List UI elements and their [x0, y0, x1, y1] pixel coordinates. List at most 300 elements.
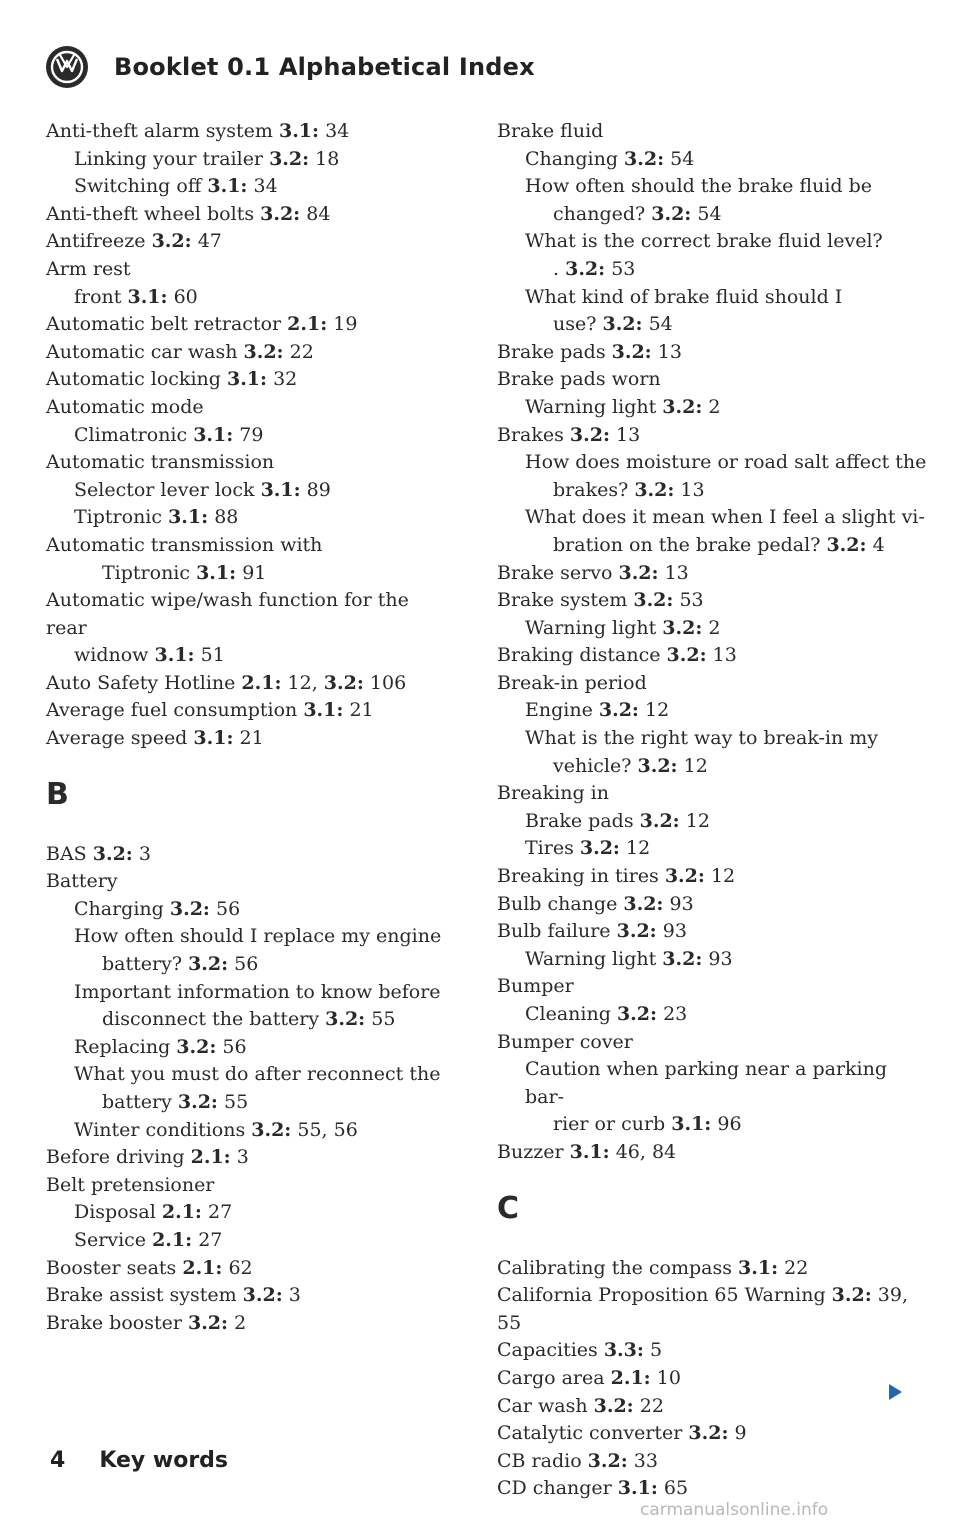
entry-term: Disposal: [74, 1201, 162, 1224]
entry-term: rier or curb: [553, 1113, 672, 1136]
entry-booklet-ref: 3.2:: [616, 920, 657, 943]
entry-term: Bumper cover: [497, 1030, 633, 1053]
entry-page: 12: [704, 865, 736, 888]
page-footer: [50, 1448, 228, 1473]
entry-term: Automatic transmission: [46, 451, 275, 474]
index-entry: [46, 979, 446, 1007]
entry-booklet-ref: 3.1:: [617, 1477, 658, 1500]
entry-page: 12: [638, 699, 670, 722]
entry-term: battery?: [102, 953, 189, 976]
index-entry: [497, 780, 927, 808]
entry-page: 19: [327, 313, 358, 336]
entry-page: 12: [619, 837, 651, 860]
entry-page: 55: [365, 1008, 396, 1031]
entry-term: Warning light: [525, 616, 663, 639]
index-entry: [46, 923, 446, 951]
entry-term: Changing: [525, 147, 625, 170]
entry-page: 21: [233, 727, 264, 750]
index-entry: [497, 394, 927, 422]
index-entry: [46, 560, 446, 588]
entry-term: Auto Safety Hotline: [46, 671, 242, 694]
index-entry: [497, 1255, 927, 1283]
entry-page: 55, 56: [291, 1118, 358, 1141]
entry-booklet-ref: 3.2:: [569, 423, 610, 446]
entry-booklet-ref: 3.2:: [651, 202, 692, 225]
index-entry: [46, 394, 446, 422]
entry-page: 56: [216, 1035, 247, 1058]
entry-page: 34: [319, 120, 350, 142]
index-entry: [497, 863, 927, 891]
entry-booklet-ref: 2.1:: [182, 1256, 223, 1279]
entry-term: Average fuel consumption: [46, 699, 304, 722]
entry-page: 56: [209, 897, 241, 920]
entry-term: Breaking in: [497, 782, 609, 805]
index-entry: [46, 449, 446, 477]
index-entry: [46, 1199, 446, 1227]
entry-page: 10: [650, 1366, 681, 1389]
entry-term: Engine: [525, 699, 599, 722]
index-entry: [497, 1420, 927, 1448]
entry-page: 54: [642, 313, 673, 336]
entry-page: 47: [191, 230, 222, 253]
entry-term: Automatic transmission with: [46, 533, 323, 556]
entry-term: brakes?: [553, 478, 635, 501]
entry-booklet-ref: 3.2:: [666, 644, 707, 667]
entry-term: Linking your trailer: [74, 147, 270, 170]
entry-booklet-ref: 3.2:: [688, 1422, 729, 1445]
entry-booklet-ref: 2.1:: [161, 1201, 202, 1224]
entry-booklet-ref: 3.1:: [127, 285, 168, 308]
entry-booklet-ref: 3.1:: [168, 506, 209, 529]
index-entry: [497, 1448, 927, 1476]
entry-booklet-ref: 3.2:: [633, 589, 674, 612]
entry-page: 13: [651, 340, 682, 363]
index-entry: [46, 1144, 446, 1172]
entry-booklet-ref: 3.1:: [260, 478, 301, 501]
entry-term: Brake system: [497, 589, 634, 612]
entry-page: 56: [228, 953, 259, 976]
index-entry: [46, 1089, 446, 1117]
entry-booklet-ref: 3.2:: [831, 1284, 872, 1307]
entry-term: What is the right way to break-in my: [525, 727, 879, 750]
entry-term: use?: [553, 313, 603, 336]
section-name: Key words: [99, 1448, 229, 1473]
entry-booklet-ref: 3.2:: [323, 671, 364, 694]
entry-term: Capacities: [497, 1339, 604, 1362]
entry-term: Automatic wipe/wash function for the rear: [46, 589, 409, 639]
index-entry: [497, 835, 927, 863]
entry-page: 55: [217, 1091, 249, 1113]
entry-booklet-ref: 3.1:: [303, 699, 344, 722]
entry-term: Anti-theft wheel bolts: [46, 202, 261, 225]
index-entry: [497, 228, 927, 256]
index-entry: [497, 973, 927, 1001]
entry-term: Cargo area: [497, 1366, 611, 1389]
entry-term: Belt pretensioner: [46, 1173, 215, 1196]
index-entry: [46, 1006, 446, 1034]
entry-term: Tiptronic: [102, 561, 197, 584]
entry-booklet-ref: 3.2:: [598, 699, 639, 722]
entry-term: Switching off: [74, 175, 208, 198]
entry-booklet-ref: 3.2:: [243, 340, 284, 363]
entry-page: 21: [343, 699, 374, 722]
index-entry: [46, 1061, 446, 1089]
index-entry: [46, 422, 446, 450]
entry-booklet-ref: 3.2:: [662, 395, 703, 418]
entry-term: Warning light: [525, 947, 663, 970]
entry-page: 93: [656, 920, 687, 943]
entry-booklet-ref: 3.2:: [169, 897, 210, 920]
entry-term: Anti-theft alarm system: [46, 120, 279, 142]
index-entry: [46, 670, 446, 698]
index-entry: [497, 201, 927, 229]
index-entry: [497, 560, 927, 588]
entry-booklet-ref: 3.1:: [738, 1256, 779, 1279]
entry-booklet-ref: 3.2:: [662, 616, 703, 639]
entry-page: 60: [167, 285, 198, 308]
index-entry: [46, 173, 446, 201]
entry-term: Brakes: [497, 423, 570, 446]
entry-page: 12,: [281, 671, 324, 694]
entry-term: Arm rest: [46, 257, 131, 280]
entry-term: Cleaning: [525, 1003, 617, 1025]
index-entry: [46, 366, 446, 394]
entry-term: Automatic locking: [46, 368, 227, 391]
index-entry: [497, 311, 927, 339]
entry-booklet-ref: 3.2:: [637, 754, 678, 777]
index-entry: [46, 1117, 446, 1145]
index-entry: [497, 697, 927, 725]
index-entry: [46, 697, 446, 725]
entry-booklet-ref: 3.2:: [593, 1394, 634, 1417]
entry-term: widnow: [74, 644, 155, 667]
entry-term: BAS: [46, 842, 93, 865]
index-entry: [46, 256, 446, 284]
index-entry: [497, 173, 927, 201]
entry-term: Brake pads: [497, 340, 612, 363]
entry-term: Selector lever lock: [74, 478, 261, 501]
entry-booklet-ref: 3.2:: [177, 1091, 218, 1113]
entry-term: California Proposition 65 Warning: [497, 1284, 832, 1307]
entry-booklet-ref: 3.2:: [623, 892, 664, 915]
entry-term: What is the correct brake fluid level?: [525, 230, 883, 253]
index-entry: [46, 228, 446, 256]
entry-booklet-ref: 3.1:: [193, 727, 234, 750]
index-entry: [46, 868, 446, 896]
entry-term: front: [74, 285, 128, 308]
entry-term: Antifreeze: [46, 230, 152, 253]
entry-page: 88: [208, 506, 239, 529]
entry-term: Bumper: [497, 975, 574, 998]
index-entry: [497, 256, 927, 284]
index-entry: [497, 146, 927, 174]
entry-term: Car wash: [497, 1394, 594, 1417]
entry-term: bration on the brake pedal?: [553, 533, 827, 556]
index-entry: [497, 1111, 927, 1139]
vw-logo-icon: [46, 46, 88, 88]
index-entry: [46, 1034, 446, 1062]
index-entry: [497, 808, 927, 836]
index-entry: [46, 841, 446, 869]
entry-page: 96: [711, 1113, 742, 1136]
index-entry: [497, 284, 927, 312]
index-entry: [497, 339, 927, 367]
entry-booklet-ref: 3.2:: [634, 478, 675, 501]
entry-term: CD changer: [497, 1477, 618, 1500]
index-entry: [46, 504, 446, 532]
entry-page: 4: [866, 533, 885, 556]
entry-booklet-ref: 3.2:: [618, 561, 659, 584]
index-entry: [497, 642, 927, 670]
entry-term: Average speed: [46, 727, 194, 750]
entry-page: 5: [643, 1339, 663, 1362]
entry-term: Breaking in tires: [497, 865, 665, 888]
entry-page: 13: [706, 644, 737, 667]
entry-booklet-ref: 3.2:: [188, 953, 229, 976]
entry-page: 34: [247, 175, 278, 198]
entry-page: 51: [194, 644, 225, 667]
index-entry: [46, 1282, 446, 1310]
entry-term: Service: [74, 1228, 153, 1251]
entry-booklet-ref: 2.1:: [610, 1366, 651, 1389]
index-entry: [497, 1139, 927, 1167]
entry-page: 53: [673, 589, 704, 612]
entry-booklet-ref: 3.1:: [569, 1140, 610, 1163]
entry-page: 2: [702, 616, 721, 639]
index-entry: [497, 918, 927, 946]
entry-page: 22: [283, 340, 314, 363]
entry-booklet-ref: 2.1:: [287, 313, 328, 336]
entry-booklet-ref: 3.2:: [565, 257, 606, 280]
entry-term: How often should I replace my engine: [74, 925, 442, 948]
entry-booklet-ref: 3.2:: [176, 1035, 217, 1058]
entry-booklet-ref: 3.2:: [826, 533, 867, 556]
entry-booklet-ref: 3.1:: [193, 423, 234, 446]
index-entry: [46, 532, 446, 560]
entry-term: Caution when parking near a parking bar-: [525, 1058, 888, 1108]
entry-term: Before driving: [46, 1146, 191, 1169]
entry-page: 12: [679, 809, 710, 832]
entry-page: 79: [233, 423, 264, 446]
entry-term: vehicle?: [553, 754, 638, 777]
entry-term: Automatic belt retractor: [46, 313, 288, 336]
entry-booklet-ref: 3.2:: [187, 1311, 229, 1334]
index-entry: [497, 670, 927, 698]
entry-term: Brake assist system: [46, 1284, 243, 1307]
section-letter: C: [497, 1190, 520, 1226]
entry-page: 3: [230, 1146, 249, 1169]
index-entry: [46, 311, 446, 339]
entry-term: What kind of brake fluid should I: [525, 285, 843, 308]
entry-page: 3: [282, 1284, 301, 1307]
entry-page: 2: [702, 395, 721, 418]
entry-booklet-ref: 3.2:: [325, 1008, 366, 1031]
index-entry: [497, 1001, 927, 1029]
entry-page: 93: [702, 947, 733, 970]
entry-booklet-ref: 2.1:: [241, 671, 282, 694]
entry-term: Automatic car wash: [46, 340, 244, 363]
entry-term: Booster seats: [46, 1256, 183, 1279]
entry-term: Tires: [525, 837, 580, 860]
entry-booklet-ref: 3.3:: [603, 1339, 644, 1362]
index-entry: [497, 615, 927, 643]
index-entry: [46, 1227, 446, 1255]
index-entry: [497, 1029, 927, 1057]
entry-booklet-ref: 3.2:: [616, 1003, 658, 1025]
index-entry: [46, 146, 446, 174]
entry-page: 18: [309, 147, 340, 170]
entry-page: 54: [691, 202, 722, 225]
entry-term: Brake servo: [497, 561, 619, 584]
entry-term: Bulb failure: [497, 920, 617, 943]
entry-booklet-ref: 3.2:: [587, 1449, 628, 1472]
entry-booklet-ref: 3.2:: [602, 313, 643, 336]
entry-page: 89: [300, 478, 331, 501]
entry-page: 46, 84: [609, 1140, 677, 1163]
entry-page: 62: [222, 1256, 253, 1279]
index-entry: [497, 504, 927, 532]
entry-term: How often should the brake fluid be: [525, 175, 873, 198]
entry-booklet-ref: 3.1:: [207, 175, 248, 198]
index-entry: [46, 1310, 446, 1338]
index-entry: [497, 891, 927, 919]
index-entry: [497, 946, 927, 974]
entry-page: 91: [236, 561, 267, 584]
entry-term: Winter conditions: [74, 1118, 252, 1141]
entry-booklet-ref: 2.1:: [152, 1228, 193, 1251]
entry-term: What you must do after reconnect the: [74, 1063, 441, 1086]
entry-page: 54: [664, 147, 695, 170]
index-entry: [46, 284, 446, 312]
index-entry: [497, 1282, 927, 1337]
entry-term: Brake fluid: [497, 120, 604, 142]
entry-term: changed?: [553, 202, 652, 225]
entry-page: 12: [677, 754, 708, 777]
index-entry: [46, 951, 446, 979]
entry-term: Brake booster: [46, 1311, 188, 1334]
index-entry: [497, 725, 927, 753]
entry-page: 13: [658, 561, 689, 584]
entry-term: Tiptronic: [74, 506, 169, 529]
page-header: [46, 42, 535, 92]
entry-booklet-ref: 3.2:: [269, 147, 310, 170]
index-entry: [497, 449, 927, 477]
entry-term: Braking distance: [497, 644, 667, 667]
index-entry: [46, 725, 446, 753]
index-entry: [497, 587, 927, 615]
entry-booklet-ref: 3.2:: [664, 865, 705, 888]
entry-term: Brake pads worn: [497, 368, 661, 391]
entry-page: 33: [627, 1449, 658, 1472]
entry-page: 32: [267, 368, 298, 391]
entry-booklet-ref: 3.2:: [251, 1118, 292, 1141]
entry-term: battery: [102, 1091, 178, 1113]
entry-term: disconnect the battery: [102, 1008, 326, 1031]
entry-term: Important information to know before: [74, 980, 441, 1003]
entry-booklet-ref: 3.2:: [579, 837, 620, 860]
entry-term: Bulb change: [497, 892, 624, 915]
index-entry: [497, 477, 927, 505]
index-column-right: [497, 118, 927, 1503]
entry-booklet-ref: 3.2:: [624, 147, 665, 170]
index-entry: [497, 532, 927, 560]
next-page-arrow-icon[interactable]: [889, 1384, 902, 1400]
entry-term: Buzzer: [497, 1140, 570, 1163]
entry-page: 23: [657, 1003, 688, 1025]
entry-term: Battery: [46, 870, 118, 893]
entry-term: Calibrating the compass: [497, 1256, 739, 1279]
page-number: 4: [50, 1448, 66, 1473]
index-entry: [46, 118, 446, 146]
index-entry: [46, 642, 446, 670]
entry-booklet-ref: 3.1:: [671, 1113, 712, 1136]
entry-booklet-ref: 3.2:: [662, 947, 703, 970]
entry-term: Break-in period: [497, 671, 647, 694]
entry-page: 106: [363, 671, 407, 694]
entry-term: Automatic mode: [46, 395, 204, 418]
index-entry: [497, 1337, 927, 1365]
entry-page: 13: [610, 423, 641, 446]
entry-page: 84: [300, 202, 331, 225]
index-entry: [46, 201, 446, 229]
entry-page: 93: [663, 892, 694, 915]
entry-term: How does moisture or road salt affect the: [525, 451, 927, 474]
entry-page: 22: [778, 1256, 809, 1279]
section-letter: B: [46, 776, 69, 812]
entry-booklet-ref: 3.2:: [639, 809, 680, 832]
index-entry: [497, 1056, 927, 1111]
index-entry: [497, 422, 927, 450]
entry-booklet-ref: 3.1:: [278, 120, 320, 142]
index-entry: [497, 366, 927, 394]
page-title: Booklet 0.1 Alphabetical Index: [114, 53, 535, 81]
entry-term: .: [553, 257, 566, 280]
entry-page: 22: [633, 1394, 664, 1417]
entry-booklet-ref: 3.2:: [92, 842, 133, 865]
entry-booklet-ref: 2.1:: [190, 1146, 231, 1169]
entry-booklet-ref: 3.1:: [196, 561, 237, 584]
entry-booklet-ref: 3.2:: [151, 230, 192, 253]
watermark: carmanualsonline.info: [640, 1500, 829, 1520]
entry-booklet-ref: 3.2:: [260, 202, 301, 225]
entry-term: Catalytic converter: [497, 1422, 689, 1445]
entry-page: 13: [674, 478, 705, 501]
index-column-left: [46, 118, 446, 1337]
entry-term: Charging: [74, 897, 170, 920]
index-entry: [497, 1393, 927, 1421]
entry-page: 9: [728, 1422, 747, 1445]
entry-booklet-ref: 3.1:: [226, 368, 268, 391]
entry-page: 2: [228, 1311, 247, 1334]
index-entry: [46, 1172, 446, 1200]
index-entry: [497, 118, 927, 146]
entry-page: 65: [657, 1477, 689, 1500]
entry-term: What does it mean when I feel a slight vi-: [525, 506, 925, 529]
entry-page: 27: [201, 1201, 233, 1224]
entry-term: Replacing: [74, 1035, 177, 1058]
entry-page: 27: [192, 1228, 223, 1251]
entry-booklet-ref: 3.2:: [242, 1284, 283, 1307]
entry-term: Brake pads: [525, 809, 640, 832]
index-entry: [46, 339, 446, 367]
index-entry: [497, 1365, 927, 1393]
entry-term: Climatronic: [74, 423, 194, 446]
entry-booklet-ref: 3.2:: [611, 340, 652, 363]
entry-term: CB radio: [497, 1449, 588, 1472]
index-entry: [46, 477, 446, 505]
entry-term: Warning light: [525, 395, 663, 418]
index-entry: [46, 587, 446, 642]
